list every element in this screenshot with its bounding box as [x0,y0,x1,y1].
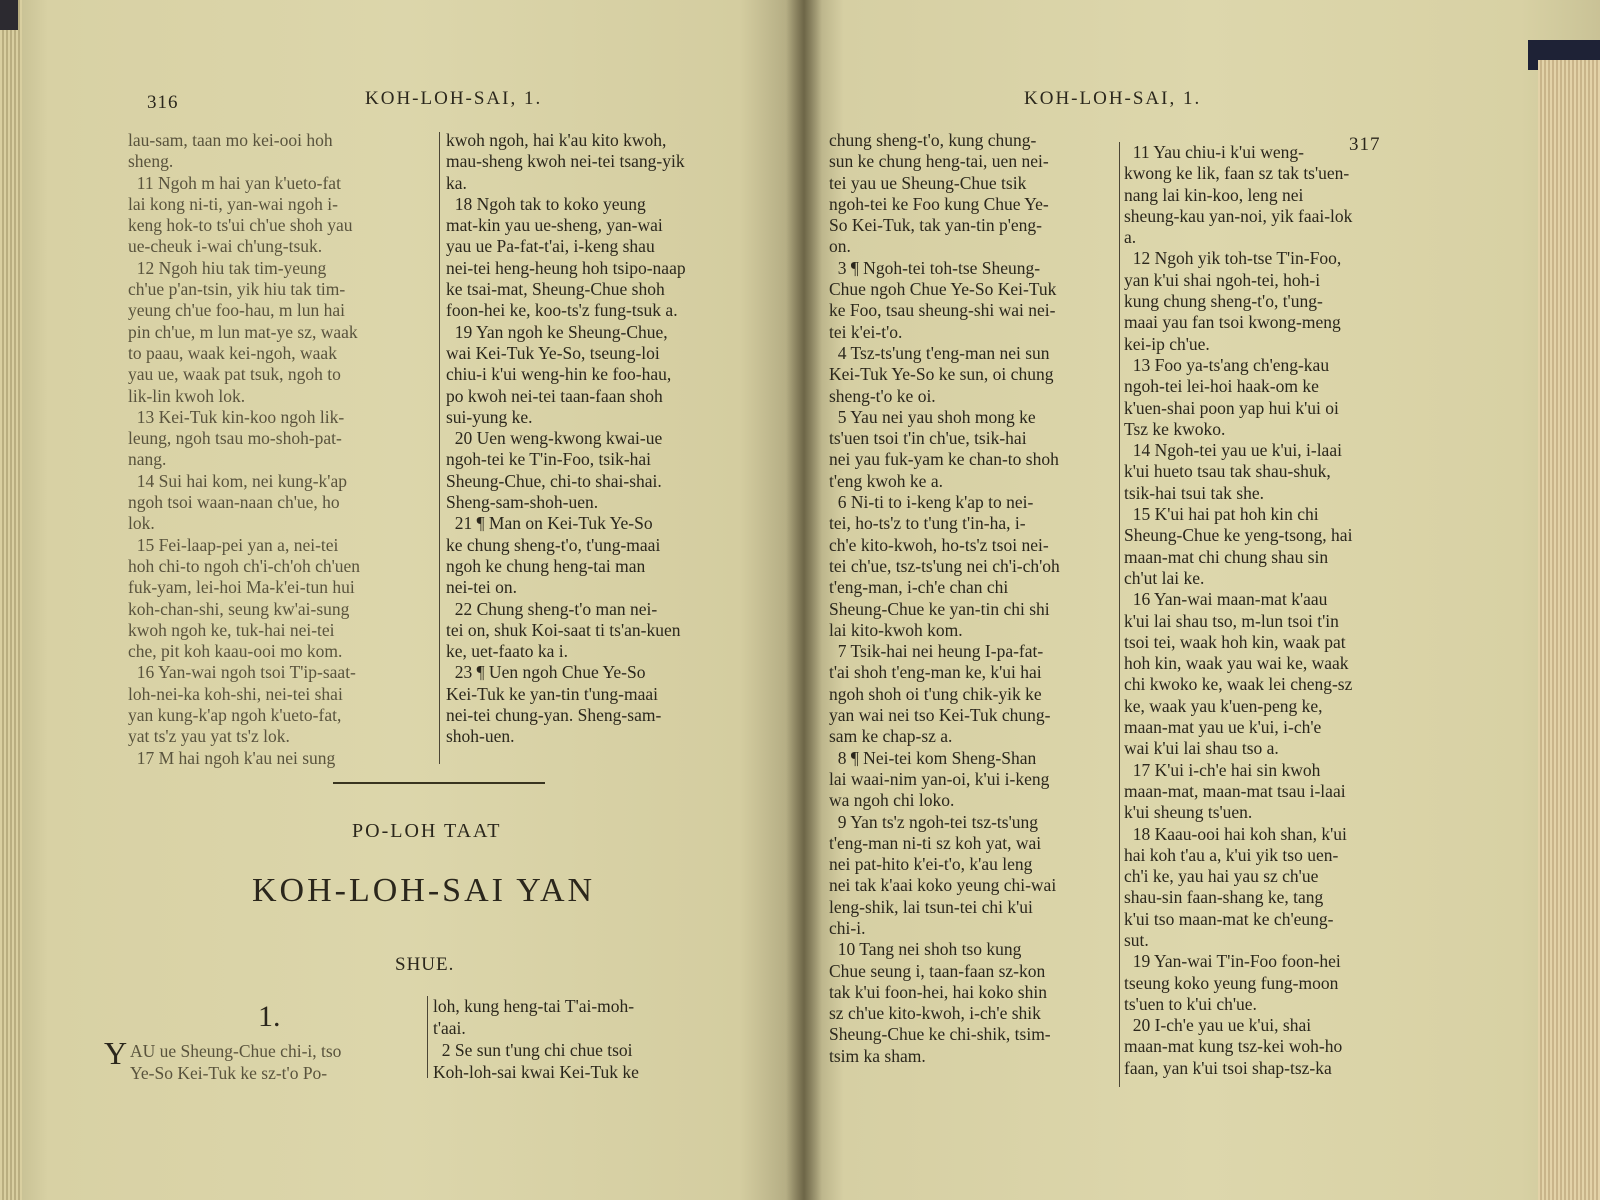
text-line: 2 Se sun t'ung chi chue tsoi [433,1040,633,1060]
text-line: yat ts'z yau yat ts'z lok. [128,726,290,747]
text-line: ngoh-tei lei-hoi haak-om ke [1124,376,1319,397]
text-line: 17 K'ui i-ch'e hai sin kwoh [1124,759,1321,780]
left-page-number: 316 [147,92,179,113]
text-line: k'ui lai shau tso, m-lun tsoi t'in [1124,610,1339,631]
text-line: ngoh ke chung heng-tai man [446,555,646,576]
book-title: KOH-LOH-SAI YAN [252,872,596,909]
left-cover-corner [0,0,18,30]
text-line: tsim ka sham. [829,1045,926,1066]
text-line: tei on, shuk Koi-saat ti ts'an-kuen [446,619,681,640]
text-line: yau ue Pa-fat-t'ai, i-keng shau [446,236,655,257]
text-line: 14 Sui hai kom, nei kung-k'ap [128,470,347,491]
text-line: Tsz ke kwoko. [1124,418,1226,439]
text-line: ch'e kito-kwoh, ho-ts'z tsoi nei- [829,534,1049,555]
text-line: maan-mat kung tsz-kei woh-ho [1124,1036,1343,1057]
text-line: chi kwoko ke, waak lei cheng-sz [1124,674,1353,695]
text-line: leung, ngoh tsau mo-shoh-pat- [128,428,342,449]
right-column-2 [1124,142,1352,1079]
text-line: 10 Tang nei shoh tso kung [829,939,1022,960]
text-line: 18 Kaau-ooi hai koh shan, k'ui [1124,823,1347,844]
text-line: 23 ¶ Uen ngoh Chue Ye-So [446,662,646,683]
text-line: lok. [128,513,155,534]
text-line: sun ke chung heng-tai, uen nei- [829,151,1049,172]
text-line: hoh kin, waak yau wai ke, waak [1124,653,1349,674]
text-line: Chue seung i, taan-faan sz-kon [829,960,1046,981]
text-line: leng-shik, lai tsun-tei chi k'ui [829,896,1033,917]
text-line: 19 Yan ngoh ke Sheung-Chue, [446,321,668,342]
text-line: Sheung-Chue ke yan-tin chi shi [829,598,1050,619]
text-line: yan kung-k'ap ngoh k'ueto-fat, [128,705,342,726]
text-line: lau-sam, taan mo kei-ooi hoh [128,130,333,150]
text-line: nei tak k'aai koko yeung chi-wai [829,875,1057,896]
text-line: ke chung sheng-t'o, t'ung-maai [446,534,661,555]
text-line: Sheung-Chue, chi-to shai-shai. [446,470,662,491]
text-line: ch'ue p'an-tsin, yik hiu tak tim- [128,279,346,300]
text-line: 4 Tsz-ts'ung t'eng-man nei sun [829,342,1050,363]
text-line: lik-lin kwoh lok. [128,385,246,406]
text-line: Kei-Tuk ke yan-tin t'ung-maai [446,683,658,704]
text-line: ch'i ke, yau hai yau sz ch'ue [1124,866,1319,887]
text-line: 12 Ngoh hiu tak tim-yeung [128,257,327,278]
text-line: ke Foo, tsau sheung-shi wai nei- [829,300,1056,321]
text-line: hai koh t'au a, k'ui yik tso uen- [1124,844,1339,865]
right-page-number: 317 [1349,134,1381,155]
left-column-2 [446,130,686,748]
text-line: maan-mat chi chung shau sin [1124,546,1329,567]
text-line: nei-tei chung-yan. Sheng-sam- [446,705,662,726]
text-line: kung chung sheng-t'o, t'ung- [1124,291,1323,312]
text-line: loh, kung heng-tai T'ai-moh- [433,996,635,1016]
text-line: tsoi tei, waak hoh kin, waak pat [1124,631,1346,652]
left-column-rule [439,132,440,764]
text-line: wai Kei-Tuk Ye-So, tseung-loi [446,342,660,363]
text-line: tei, ho-ts'z to t'ung t'in-ha, i- [829,513,1026,534]
text-line: kwong ke lik, faan sz tak ts'uen- [1124,163,1350,184]
text-line: k'ui sheung ts'uen. [1124,802,1253,823]
text-line: yeung ch'ue foo-hau, m lun hai [128,300,345,321]
left-column-1 [128,130,360,769]
text-line: sheung-kau yan-noi, yik faai-lok [1124,205,1353,226]
text-line: t'ai shoh t'eng-man ke, k'ui hai [829,662,1042,683]
text-line: 16 Yan-wai ngoh tsoi T'ip-saat- [128,662,356,683]
text-line: t'eng kwoh ke a. [829,470,943,491]
text-line: t'aai. [433,1018,466,1038]
text-line: ue-cheuk i-wai ch'ung-tsuk. [128,236,323,257]
text-line: tsik-hai tsui tak she. [1124,482,1264,503]
text-line: keng hok-to ts'ui ch'ue shoh yau [128,215,353,236]
text-line: t'eng-man, i-ch'e chan chi [829,577,1009,598]
chapter-1-column-2 [433,995,639,1083]
text-line: sut. [1124,929,1149,950]
text-line: Ye-So Kei-Tuk ke sz-t'o Po- [130,1063,328,1083]
text-line: mau-sheng kwoh nei-tei tsang-yik [446,151,685,172]
text-line: 15 Fei-laap-pei yan a, nei-tei [128,534,339,555]
text-line: on. [829,236,851,257]
text-line: ka. [446,172,467,193]
text-line: Kei-Tuk Ye-So ke sun, oi chung [829,364,1054,385]
text-line: k'ui hueto tsau tak shau-shuk, [1124,461,1331,482]
text-line: ngoh-tei ke T'in-Foo, tsik-hai [446,449,652,470]
left-page-edges [0,0,22,1200]
text-line: 7 Tsik-hai nei heung I-pa-fat- [829,641,1044,662]
text-line: 18 Ngoh tak to koko yeung [446,193,646,214]
text-line: 14 Ngoh-tei yau ue k'ui, i-laai [1124,440,1342,461]
text-line: Sheung-Chue ke chi-shik, tsim- [829,1024,1051,1045]
text-line: wai k'ui lai shau tso a. [1124,738,1279,759]
text-line: yan wai nei tso Kei-Tuk chung- [829,705,1051,726]
text-line: ke tsai-mat, Sheung-Chue shoh [446,279,665,300]
text-line: 5 Yau nei yau shoh mong ke [829,406,1036,427]
text-line: ngoh shoh oi t'ung chik-yik ke [829,683,1042,704]
text-line: maai yau fan tsoi kwong-meng [1124,312,1341,333]
text-line: Sheung-Chue ke yeng-tsong, hai [1124,525,1353,546]
text-line: sam ke chap-sz a. [829,726,953,747]
text-line: foon-hei ke, koo-ts'z fung-tsuk a. [446,300,678,321]
text-line: 20 Uen weng-kwong kwai-ue [446,428,663,449]
text-line: ke, uet-faato ka i. [446,641,568,662]
text-line: mat-kin yau ue-sheng, yan-wai [446,215,663,236]
text-line: 15 K'ui hai pat hoh kin chi [1124,504,1319,525]
text-line: po kwoh nei-tei taan-faan shoh [446,385,663,406]
text-line: kwoh ngoh ke, tuk-hai nei-tei [128,619,335,640]
text-line: wa ngoh chi loko. [829,790,955,811]
right-page [804,0,1600,1200]
text-line: 11 Ngoh m hai yan k'ueto-fat [128,172,341,193]
text-line: So Kei-Tuk, tak yan-tin p'eng- [829,215,1042,236]
text-line: 8 ¶ Nei-tei kom Sheng-Shan [829,747,1037,768]
text-line: faan, yan k'ui tsoi shap-tsz-ka [1124,1057,1332,1078]
text-line: sui-yung ke. [446,406,533,427]
text-line: sheng. [128,151,174,172]
text-line: sheng-t'o ke oi. [829,385,936,406]
text-line: k'uen-shai poon yap hui k'ui oi [1124,397,1339,418]
text-line: shau-sin faan-shang ke, tang [1124,887,1324,908]
text-line: fuk-yam, lei-hoi Ma-k'ei-tun hui [128,577,355,598]
text-line: nei-tei heng-heung hoh tsipo-naap [446,257,686,278]
text-line: kwoh ngoh, hai k'au kito kwoh, [446,130,667,150]
text-line: tak k'ui foon-hei, hai koko shin [829,981,1047,1002]
text-line: 6 Ni-ti to i-keng k'ap to nei- [829,492,1034,513]
text-line: ke, waak yau k'uen-peng ke, [1124,695,1323,716]
text-line: lai kong ni-ti, yan-wai ngoh i- [128,193,338,214]
text-line: 13 Kei-Tuk kin-koo ngoh lik- [128,406,345,427]
text-line: Sheng-sam-shoh-uen. [446,492,599,513]
text-line: a. [1124,227,1137,248]
chapter-1-column-1 [130,1040,341,1084]
text-line: 16 Yan-wai maan-mat k'aau [1124,589,1328,610]
text-line: ngoh tsoi waan-naan ch'ue, ho [128,492,340,513]
text-line: ch'ut lai ke. [1124,567,1205,588]
text-line: ngoh-tei ke Foo kung Chue Ye- [829,193,1049,214]
text-line: loh-nei-ka koh-shi, nei-tei shai [128,683,343,704]
text-line: 21 ¶ Man on Kei-Tuk Ye-So [446,513,653,534]
right-page-edges [1538,60,1600,1200]
text-line: hoh chi-to ngoh ch'i-ch'oh ch'uen [128,555,361,576]
chapter-number: 1. [258,1000,281,1033]
text-line: tei ch'ue, tsz-ts'ung nei ch'i-ch'oh [829,555,1060,576]
text-line: 11 Yau chiu-i k'ui weng- [1124,142,1304,162]
text-line: 20 I-ch'e yau ue k'ui, shai [1124,1015,1312,1036]
text-line: maan-mat yau ue k'ui, i-ch'e [1124,717,1322,738]
text-line: Chue ngoh Chue Ye-So Kei-Tuk [829,279,1057,300]
left-running-head: KOH-LOH-SAI, 1. [365,88,543,109]
text-line: kei-ip ch'ue. [1124,333,1210,354]
text-line: 9 Yan ts'z ngoh-tei tsz-ts'ung [829,811,1039,832]
text-line: chiu-i k'ui weng-hin ke foo-hau, [446,364,672,385]
text-line: nei pat-hito k'ei-t'o, k'au leng [829,854,1033,875]
text-line: tseung koko yeung fung-moon [1124,972,1339,993]
text-line: yan k'ui shai ngoh-tei, hoh-i [1124,269,1321,290]
text-line: sz ch'ue kito-kwoh, i-ch'e shik [829,1003,1041,1024]
text-line: yau ue, waak pat tsuk, ngoh to [128,364,341,385]
text-line: nei yau fuk-yam ke chan-to shoh [829,449,1059,470]
drop-cap: Y [104,1035,128,1071]
text-line: ts'uen tsoi t'in ch'ue, tsik-hai [829,428,1027,449]
text-line: t'eng-man ni-ti sz koh yat, wai [829,832,1042,853]
text-line: 17 M hai ngoh k'au nei sung [128,747,336,768]
text-line: tei k'ei-t'o. [829,321,903,342]
text-line: 19 Yan-wai T'in-Foo foon-hei [1124,951,1341,972]
book-gutter [786,0,822,1200]
text-line: shoh-uen. [446,726,515,747]
text-line: lai waai-nim yan-oi, k'ui i-keng [829,768,1050,789]
book-label: PO-LOH TAAT [352,820,502,842]
right-column-1 [829,130,1060,1067]
right-column-rule [1119,142,1120,1087]
text-line: AU ue Sheung-Chue chi-i, tso [130,1041,342,1061]
book-divider-rule [333,782,545,784]
text-line: 12 Ngoh yik toh-tse T'in-Foo, [1124,248,1342,269]
text-line: koh-chan-shi, seung kw'ai-sung [128,598,350,619]
text-line: che, pit koh kaau-ooi mo kom. [128,641,343,662]
text-line: chi-i. [829,917,866,938]
text-line: nang. [128,449,167,470]
text-line: 3 ¶ Ngoh-tei toh-tse Sheung- [829,257,1041,278]
text-line: k'ui tso maan-mat ke ch'eung- [1124,908,1334,929]
text-line: tei yau ue Sheung-Chue tsik [829,172,1027,193]
text-line: lai kito-kwoh kom. [829,619,963,640]
text-line: nei-tei on. [446,577,517,598]
text-line: ts'uen to k'ui ch'ue. [1124,993,1257,1014]
text-line: nang lai kin-koo, leng nei [1124,184,1304,205]
text-line: to paau, waak kei-ngoh, waak [128,342,337,363]
text-line: 13 Foo ya-ts'ang ch'eng-kau [1124,354,1330,375]
text-line: 22 Chung sheng-t'o man nei- [446,598,658,619]
text-line: maan-mat, maan-mat tsau i-laai [1124,780,1346,801]
right-running-head: KOH-LOH-SAI, 1. [1024,88,1202,109]
section-label: SHUE. [395,954,455,975]
chapter-column-rule [427,996,428,1078]
text-line: Koh-loh-sai kwai Kei-Tuk ke [433,1062,639,1082]
text-line: chung sheng-t'o, kung chung- [829,130,1037,150]
text-line: pin ch'ue, m lun mat-ye sz, waak [128,321,358,342]
